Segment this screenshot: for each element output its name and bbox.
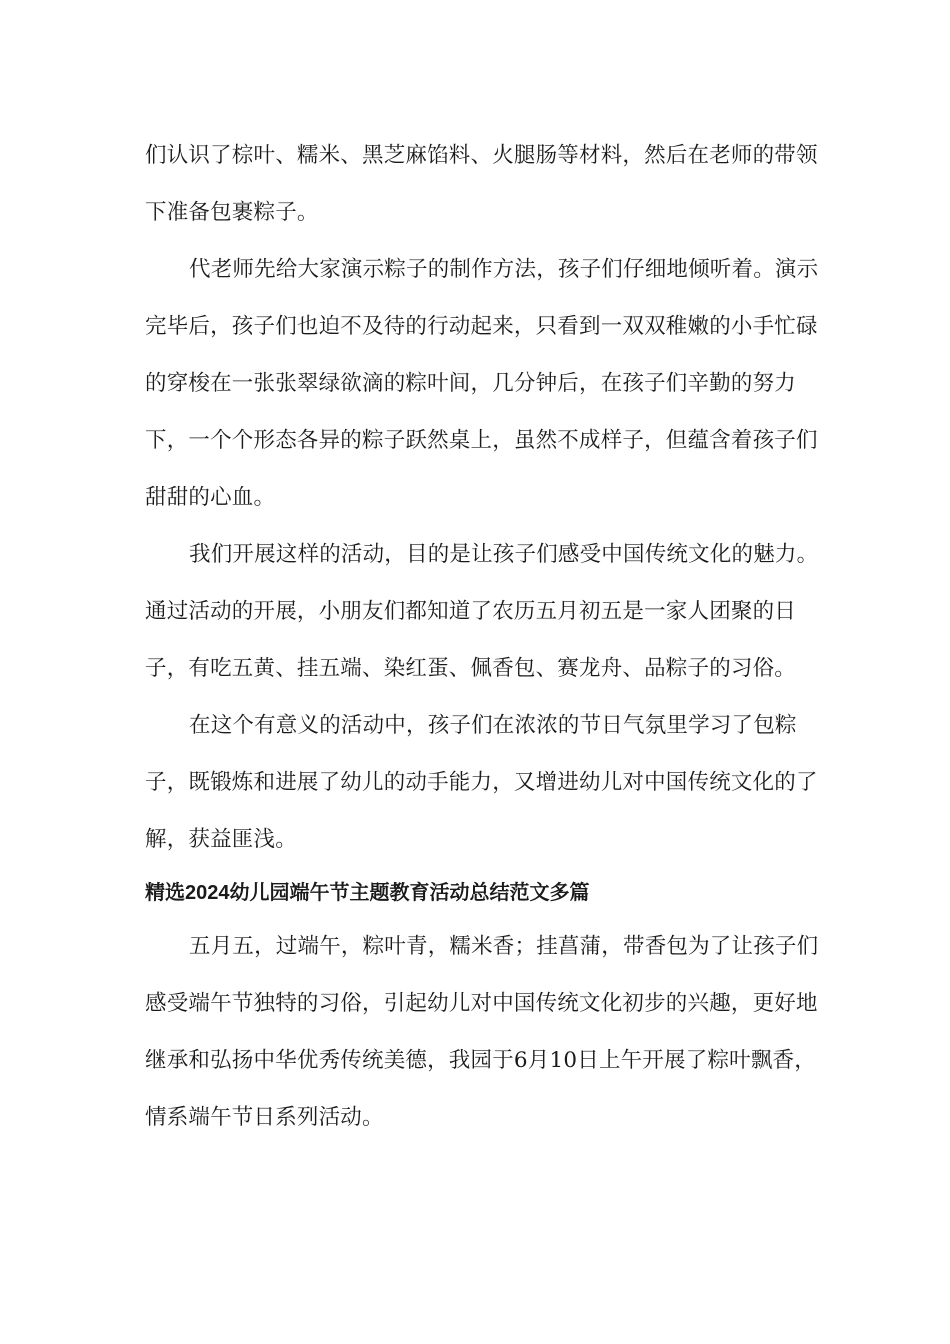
paragraph-1: 们认识了棕叶、糯米、黑芝麻馅料、火腿肠等材料，然后在老师的带领下准备包裹粽子。 [145,143,818,225]
document-body [145,127,825,1146]
paragraph-5: 五月五，过端午，粽叶青，糯米香；挂菖蒲，带香包为了让孩子们感受端午节独特的习俗，引起幼儿对中国传统文化初步的兴趣，更好地继承和弘扬中华优秀传统美德，我园于6月10日上午开展了粽叶飘香，情系端午节日系列活动。 [145,934,819,1130]
section-heading: 精选2024幼儿园端午节主题教育活动总结范文多篇 [145,882,590,904]
paragraph-3: 我们开展这样的活动，目的是让孩子们感受中国传统文化的魅力。通过活动的开展，小朋友们都知道了农历五月初五是一家人团聚的日子，有吃五黄、挂五端、染红蛋、佩香包、赛龙舟、品粽子的习俗。 [145,542,819,681]
paragraph-2: 代老师先给大家演示粽子的制作方法，孩子们仔细地倾听着。演示完毕后，孩子们也迫不及待的行动起来，只看到一双双稚嫩的小手忙碌的穿梭在一张张翠绿欲滴的粽叶间，几分钟后，在孩子们辛勤的努力下，一个个形态各异的粽子跃然桌上，虽然不成样子，但蕴含着孩子们甜甜的心血。 [145,257,819,510]
paragraph-4: 在这个有意义的活动中，孩子们在浓浓的节日气氛里学习了包粽子，既锻炼和进展了幼儿的动手能力，又增进幼儿对中国传统文化的了解，获益匪浅。 [145,713,818,852]
